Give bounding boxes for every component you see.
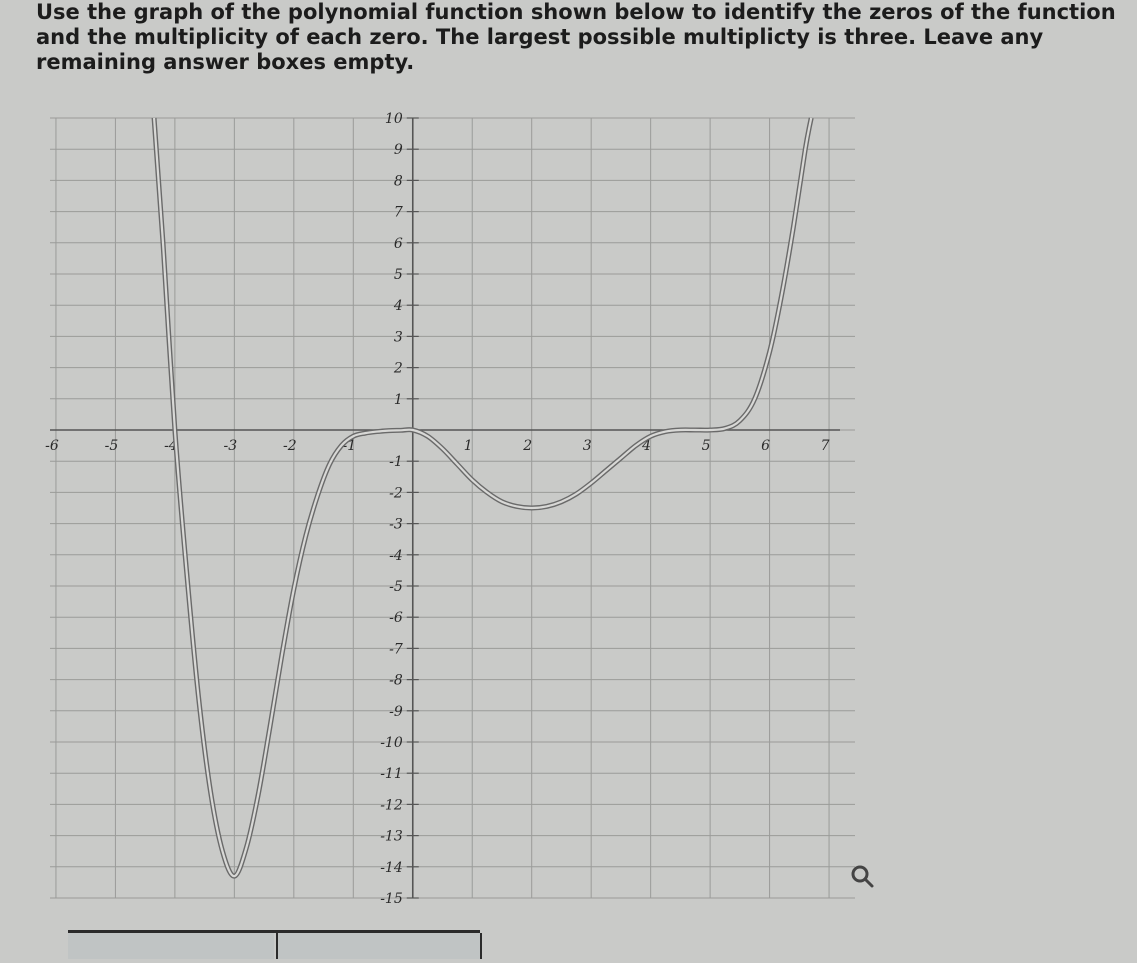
y-tick-label: -5 bbox=[389, 579, 403, 595]
y-tick-label: -1 bbox=[389, 454, 403, 471]
x-tick-label: -2 bbox=[283, 438, 297, 454]
y-tick-label: 8 bbox=[393, 173, 403, 190]
y-tick-label: -14 bbox=[380, 859, 403, 876]
search-button[interactable] bbox=[846, 860, 880, 894]
x-tick-label: -1 bbox=[342, 438, 357, 454]
x-tick-label: -6 bbox=[45, 438, 59, 454]
question-text: Use the graph of the polynomial function shown below to identify the zeros of the function and the multiplicity of each zero. The largest possible multiplicty is three. Leave any remaining answer boxes empty. bbox=[36, 0, 1116, 74]
function-curve bbox=[154, 118, 811, 876]
y-tick-label: -3 bbox=[389, 516, 403, 533]
x-tick-label: 7 bbox=[820, 438, 830, 454]
y-tick-label: -9 bbox=[389, 703, 403, 720]
x-tick-label: 5 bbox=[701, 438, 711, 454]
y-tick-label: -10 bbox=[380, 735, 403, 751]
x-tick-label: -4 bbox=[164, 438, 178, 454]
answer-box-multiplicity[interactable] bbox=[276, 933, 482, 959]
answer-box-zero[interactable] bbox=[68, 933, 274, 959]
x-tick-label: -5 bbox=[104, 438, 119, 454]
x-tick-label: 3 bbox=[582, 438, 592, 454]
vertical-gridlines bbox=[56, 118, 829, 898]
x-tick-label: 2 bbox=[523, 438, 533, 454]
y-tick-label: 7 bbox=[393, 204, 403, 221]
y-tick-label: -7 bbox=[389, 641, 403, 658]
x-tick-label: 6 bbox=[761, 438, 771, 454]
answer-boxes bbox=[68, 930, 480, 963]
y-tick-label: -2 bbox=[389, 485, 403, 502]
y-tick-labels bbox=[380, 111, 403, 907]
y-tick-label: 6 bbox=[393, 235, 403, 252]
function-curve-inner bbox=[154, 118, 811, 876]
x-tick-label: -3 bbox=[223, 438, 238, 454]
x-tick-label: 1 bbox=[463, 438, 473, 454]
y-tick-label: -8 bbox=[389, 672, 403, 689]
y-tick-label: -13 bbox=[380, 828, 403, 845]
y-tick-label: -4 bbox=[389, 547, 403, 564]
y-tick-label: 4 bbox=[393, 298, 403, 315]
y-tick-label: -15 bbox=[380, 891, 403, 907]
y-tick-label: 2 bbox=[393, 360, 403, 377]
y-tick-label: 9 bbox=[393, 142, 403, 159]
horizontal-gridlines bbox=[50, 118, 855, 898]
y-tick-label: -12 bbox=[380, 797, 403, 814]
y-tick-label: 5 bbox=[393, 267, 403, 283]
axes bbox=[50, 118, 840, 898]
y-tick-label: -6 bbox=[389, 610, 403, 627]
x-tick-label: 4 bbox=[642, 438, 652, 454]
y-tick-label: 10 bbox=[384, 111, 403, 127]
y-tick-label: -11 bbox=[380, 766, 403, 783]
search-icon bbox=[848, 862, 878, 892]
y-tick-label: 1 bbox=[393, 391, 403, 408]
y-tick-label: 3 bbox=[393, 329, 403, 346]
